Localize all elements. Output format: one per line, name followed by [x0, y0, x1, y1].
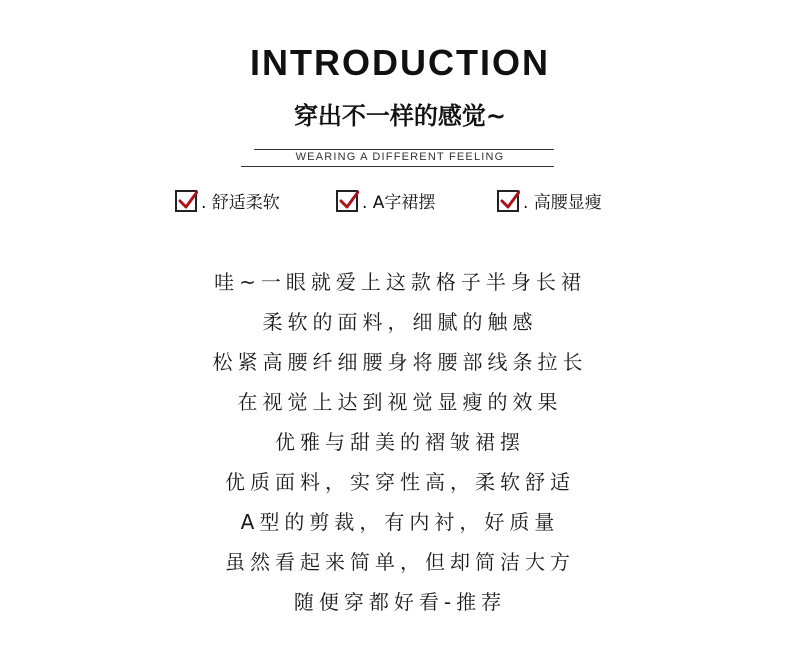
description-line: 柔软的面料，细腻的触感 — [262, 310, 538, 334]
feature-list — [0, 188, 800, 216]
description-line: 随便穿都好看-推荐 — [293, 590, 507, 614]
checkbox-checked-icon — [336, 190, 358, 212]
page-title: INTRODUCTION — [250, 42, 550, 83]
feature-label: . A字裙摆 — [362, 193, 436, 213]
feature-item — [175, 188, 280, 213]
description-list — [0, 262, 800, 622]
page-subtitle: 穿出不一样的感觉~ — [293, 102, 507, 130]
divider-top — [254, 149, 554, 150]
description-line: 虽然看起来简单，但却简洁大方 — [225, 550, 575, 574]
divider-bottom — [241, 166, 554, 167]
description-line: 松紧高腰纤细腰身将腰部线条拉长 — [212, 350, 588, 374]
tagline: WEARING A DIFFERENT FEELING — [295, 151, 505, 163]
description-line: 优雅与甜美的褶皱裙摆 — [275, 430, 525, 454]
description-line: 优质面料，实穿性高，柔软舒适 — [225, 470, 575, 494]
feature-label: . 舒适柔软 — [201, 193, 280, 213]
checkbox-checked-icon — [175, 190, 197, 212]
description-line: A型的剪裁，有内衬，好质量 — [240, 510, 560, 534]
feature-item — [497, 188, 602, 213]
feature-label: . 高腰显瘦 — [523, 193, 602, 213]
description-line: 在视觉上达到视觉显瘦的效果 — [237, 390, 563, 414]
feature-item — [336, 188, 435, 213]
description-line: 哇~一眼就爱上这款格子半身长裙 — [214, 270, 586, 294]
checkbox-checked-icon — [497, 190, 519, 212]
